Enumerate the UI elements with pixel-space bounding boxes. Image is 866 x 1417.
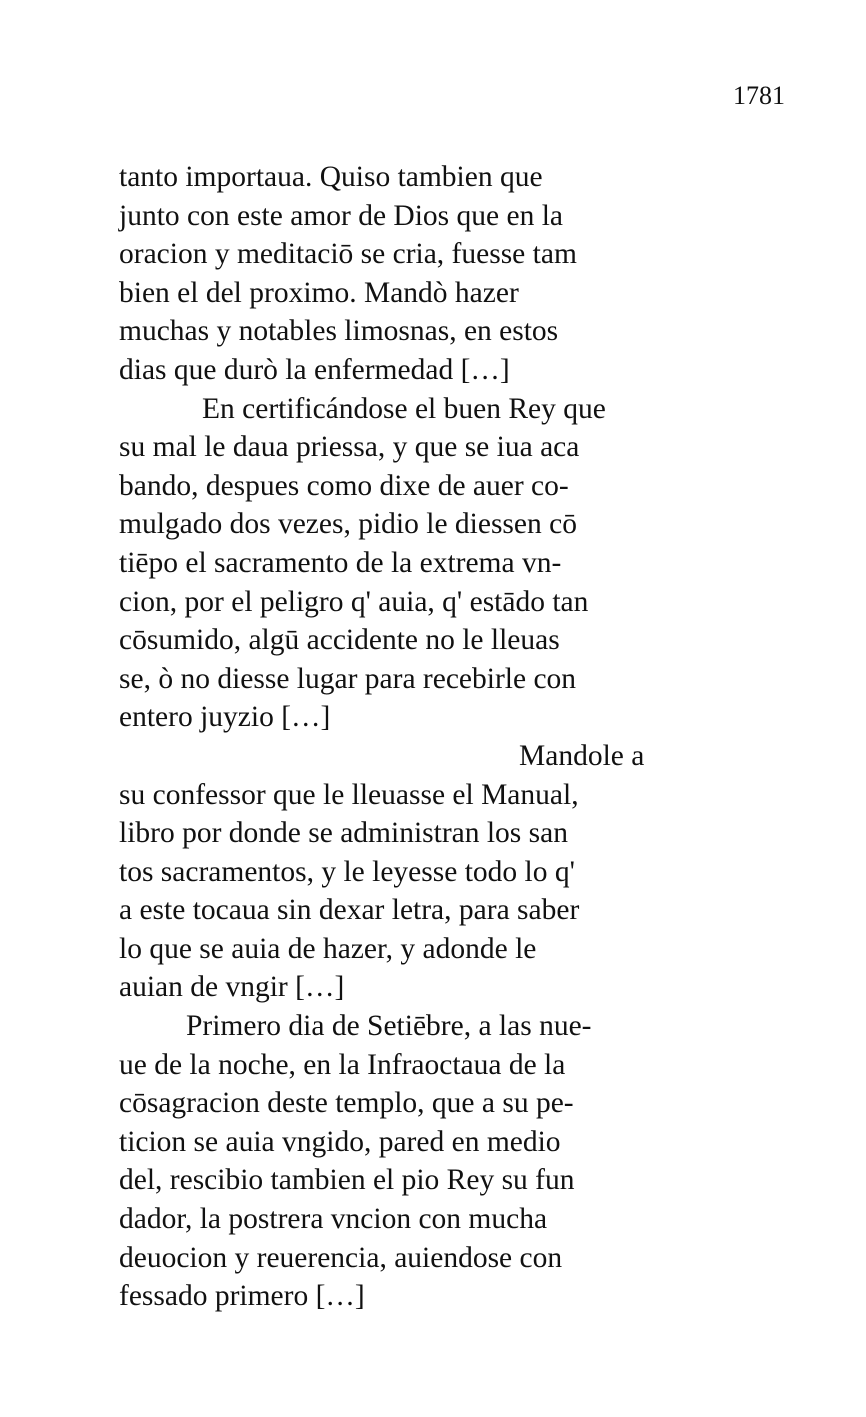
text-line: ticion se auia vngido, pared en medio — [119, 1125, 561, 1158]
text-line: su confessor que le lleuasse el Manual, — [119, 778, 579, 811]
text-line: entero juyzio […] — [119, 701, 331, 734]
text-line: bando, despues como dixe de auer co- — [119, 469, 569, 502]
text-line: ue de la noche, en la Infraoctaua de la — [119, 1048, 566, 1081]
text-line: bien el del proximo. Mandò hazer — [119, 276, 519, 309]
text-line: muchas y notables limosnas, en estos — [119, 315, 559, 348]
text-line: auian de vngir […] — [119, 971, 345, 1004]
text-line: oracion y meditaciō se cria, fuesse tam — [119, 238, 577, 271]
text-line: dias que durò la enfermedad […] — [119, 353, 510, 386]
text-line: tanto importaua. Quiso tambien que — [119, 161, 543, 193]
text-line: libro por donde se administran los san — [119, 817, 568, 850]
text-line: tiēpo el sacramento de la extrema vn- — [119, 546, 562, 579]
page-number: 1781 — [733, 81, 785, 110]
text-line: Primero dia de Setiēbre, a las nue- — [186, 1010, 592, 1043]
text-line: deuocion y reuerencia, auiendose con — [119, 1241, 563, 1274]
body-text — [119, 158, 679, 1316]
text-line: cion, por el peligro q' auia, q' estādo tan — [119, 585, 589, 618]
text-line: En certificándose el buen Rey que — [202, 392, 606, 425]
text-line: del, rescibio tambien el pio Rey su fun — [119, 1164, 575, 1197]
text-line: lo que se auia de hazer, y adonde le — [119, 932, 537, 965]
text-line: mulgado dos vezes, pidio le diessen cō — [119, 508, 577, 541]
text-line: su mal le daua priessa, y que se iua aca — [119, 431, 580, 464]
text-line: junto con este amor de Dios que en la — [119, 199, 564, 232]
text-line: tos sacramentos, y le leyesse todo lo q' — [119, 855, 575, 888]
text-line: fessado primero […] — [119, 1280, 365, 1313]
text-line: dador, la postrera vncion con mucha — [119, 1203, 548, 1236]
text-line: Mandole a — [519, 739, 645, 772]
text-line: cōsagracion deste templo, que a su pe- — [119, 1087, 574, 1120]
text-line: cōsumido, algū accidente no le lleuas — [119, 624, 560, 657]
text-line: se, ò no diesse lugar para recebirle con — [119, 662, 577, 695]
text-line: a este tocaua sin dexar letra, para saber — [119, 894, 580, 927]
